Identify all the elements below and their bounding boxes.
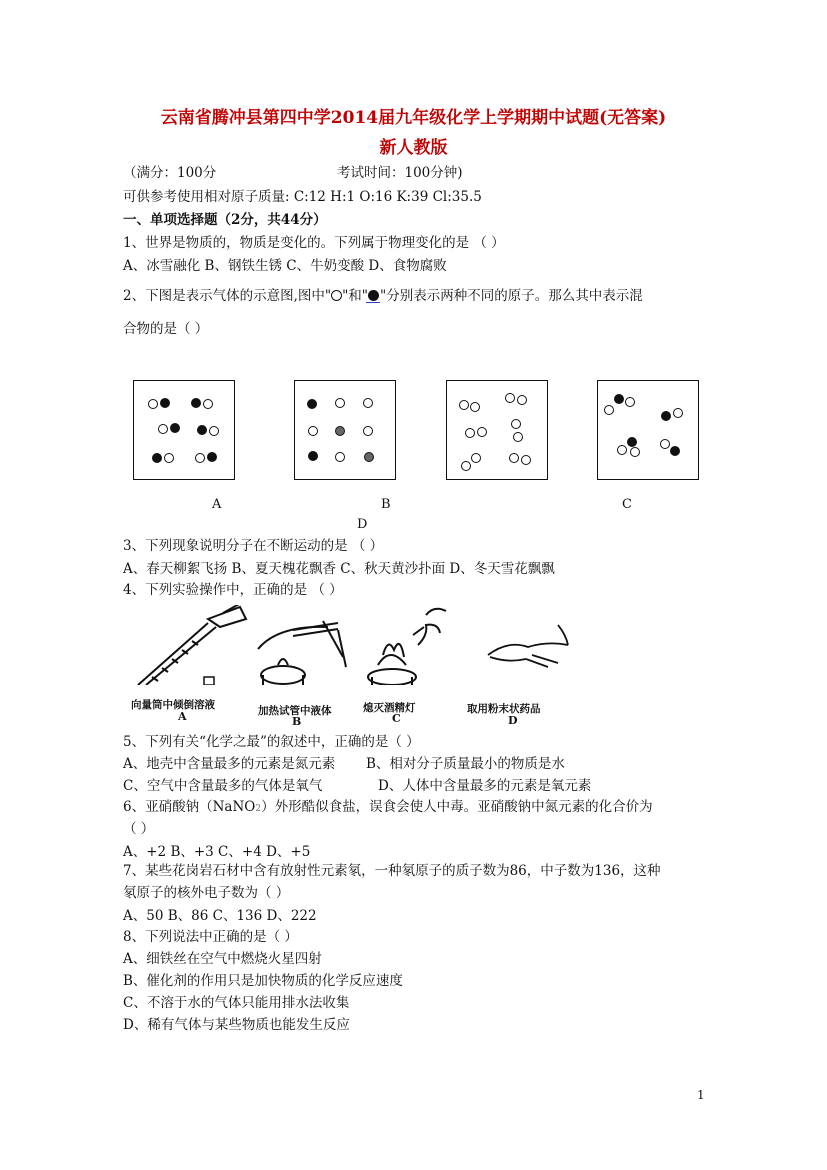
- q7-stem-line1: 7、某些花岗岩石材中含有放射性元素氡，一种氡原子的质子数为86，中子数为136，这种: [123, 863, 661, 879]
- q3-stem: 3、下列现象说明分子在不断运动的是 （ ）: [123, 538, 384, 554]
- black-atom-icon: [160, 398, 170, 408]
- white-atom-icon: [513, 432, 523, 442]
- exam-title: 云南省腾冲县第四中学2014届九年级化学上学期期中试题(无答案): [160, 108, 667, 128]
- q8-option-b: B、催化剂的作用只是加快物质的化学反应速度: [123, 973, 403, 989]
- white-atom-icon: [209, 426, 219, 436]
- white-atom-icon: [604, 405, 614, 415]
- q1-options: A、冰雪融化 B、钢铁生锈 C、牛奶变酸 D、食物腐败: [123, 258, 447, 274]
- graduated-cylinder-icon: [138, 605, 246, 685]
- black-atom-icon: [308, 451, 318, 461]
- white-atom-icon: [363, 426, 373, 436]
- white-atom-icon: [461, 461, 471, 471]
- exam-subtitle: 新人教版: [379, 138, 448, 158]
- white-atom-icon: [195, 453, 205, 463]
- black-atom-icon: [307, 399, 317, 409]
- black-atom-icon: [368, 290, 379, 301]
- q6-stem-part-b: ）外形酷似食盐，误食会使人中毒。亚硝酸钠中氮元素的化合价为: [261, 799, 653, 815]
- white-atom-icon: [630, 447, 640, 457]
- white-atom-icon: [511, 419, 521, 429]
- diagram-box-a: [133, 380, 235, 480]
- diagram-label-b: B: [381, 497, 391, 512]
- q2-stem-part-b: "和": [342, 288, 369, 304]
- diagram-label-d: D: [357, 517, 368, 532]
- letter-b: B: [292, 715, 302, 728]
- q5-stem: 5、下列有关“化学之最”的叙述中，正确的是（ ）: [123, 734, 420, 750]
- diagram-box-c: [446, 380, 548, 480]
- black-atom-icon: [614, 394, 624, 404]
- white-atom-icon: [477, 427, 487, 437]
- diagram-box-d: [597, 380, 699, 480]
- q7-stem-line2: 氡原子的核外电子数为（ ）: [123, 885, 290, 901]
- letter-a: A: [178, 710, 187, 723]
- q2-stem: [123, 287, 643, 305]
- hand-icon: [488, 625, 568, 667]
- black-atom-icon: [197, 425, 207, 435]
- q2-stem-line2: 合物的是（ ）: [123, 321, 209, 337]
- section1-header: 一、单项选择题（2分，共44分）: [123, 212, 327, 228]
- q7-options: A、50 B、86 C、136 D、222: [123, 908, 317, 924]
- full-score: （满分：100分: [123, 165, 217, 181]
- atomic-masses: 可供参考使用相对原子质量: C:12 H:1 O:16 K:39 Cl:35.5: [123, 189, 482, 205]
- white-atom-icon: [203, 399, 213, 409]
- underline-mark: [366, 302, 380, 303]
- q8-option-a: A、细铁丝在空气中燃烧火星四射: [123, 951, 322, 967]
- black-atom-icon: [207, 452, 217, 462]
- exam-time: 考试时间：100分钟): [337, 165, 463, 181]
- q6-subscript: 2: [255, 804, 262, 814]
- q1-stem: 1、世界是物质的，物质是变化的。下列属于物理变化的是 （ ）: [123, 235, 505, 251]
- alcohol-lamp-icon: [368, 609, 446, 685]
- white-atom-icon: [331, 290, 342, 301]
- q8-stem: 8、下列说法中正确的是（ ）: [123, 929, 298, 945]
- diagram-label-a: A: [212, 497, 222, 512]
- white-atom-icon: [465, 428, 475, 438]
- diagram-box-b: [294, 380, 396, 480]
- white-atom-icon: [148, 399, 158, 409]
- q8-option-d: D、稀有气体与某些物质也能发生反应: [123, 1017, 350, 1033]
- black-atom-icon: [170, 423, 180, 433]
- q6-stem-part-a: 6、亚硝酸钠（NaNO: [123, 799, 256, 815]
- q6-stem-line2: （ ）: [123, 821, 155, 837]
- white-atom-icon: [505, 393, 515, 403]
- q2-stem-part-a: 2、下图是表示气体的示意图,图中": [123, 288, 332, 304]
- letter-c: C: [392, 712, 401, 725]
- q4-stem: 4、下列实验操作中，正确的是 （ ）: [123, 582, 343, 598]
- white-atom-icon: [459, 400, 469, 410]
- white-atom-icon: [471, 453, 481, 463]
- black-atom-icon: [670, 446, 680, 456]
- white-atom-icon: [521, 455, 531, 465]
- test-tube-heating-icon: [258, 621, 346, 685]
- caption-d: 取用粉末状药品: [467, 703, 541, 715]
- white-atom-icon: [158, 424, 168, 434]
- caption-c: 熄灭酒精灯: [363, 702, 416, 714]
- white-atom-icon: [308, 426, 318, 436]
- q3-options: A、春天柳絮飞扬 B、夏天槐花飘香 C、秋天黄沙扑面 D、冬天雪花飘飘: [123, 561, 555, 577]
- white-atom-icon: [164, 453, 174, 463]
- black-atom-icon: [191, 398, 201, 408]
- gray-atom-icon: [335, 426, 345, 436]
- lab-operations-figure: [128, 605, 578, 685]
- bottle-icon: [204, 677, 214, 685]
- black-atom-icon: [152, 453, 162, 463]
- letter-d: D: [508, 714, 518, 727]
- white-atom-icon: [660, 439, 670, 449]
- white-atom-icon: [625, 397, 635, 407]
- white-atom-icon: [363, 398, 373, 408]
- gray-atom-icon: [364, 452, 374, 462]
- q5-option-c: C、空气中含量最多的气体是氧气: [123, 778, 323, 794]
- white-atom-icon: [335, 398, 345, 408]
- q5-option-d: D、人体中含量最多的元素是氧元素: [378, 778, 592, 794]
- white-atom-icon: [517, 395, 527, 405]
- black-atom-icon: [661, 411, 671, 421]
- q6-options: A、+2 B、+3 C、+4 D、+5: [123, 844, 311, 860]
- white-atom-icon: [470, 402, 480, 412]
- page-number: 1: [697, 1088, 705, 1102]
- white-atom-icon: [673, 408, 683, 418]
- q8-option-c: C、不溶于水的气体只能用排水法收集: [123, 995, 350, 1011]
- caption-a: 向量筒中倾倒溶液: [131, 699, 215, 711]
- white-atom-icon: [335, 452, 345, 462]
- diagram-label-c: C: [622, 497, 632, 512]
- black-atom-icon: [627, 437, 637, 447]
- q2-stem-part-c: "分别表示两种不同的原子。那么其中表示混: [380, 288, 643, 304]
- white-atom-icon: [509, 453, 519, 463]
- caption-b: 加热试管中液体: [258, 705, 332, 717]
- white-atom-icon: [617, 445, 627, 455]
- q6-stem: [123, 798, 653, 818]
- q5-option-b: B、相对分子质量最小的物质是水: [366, 756, 565, 772]
- q5-option-a: A、地壳中含量最多的元素是氮元素: [123, 756, 336, 772]
